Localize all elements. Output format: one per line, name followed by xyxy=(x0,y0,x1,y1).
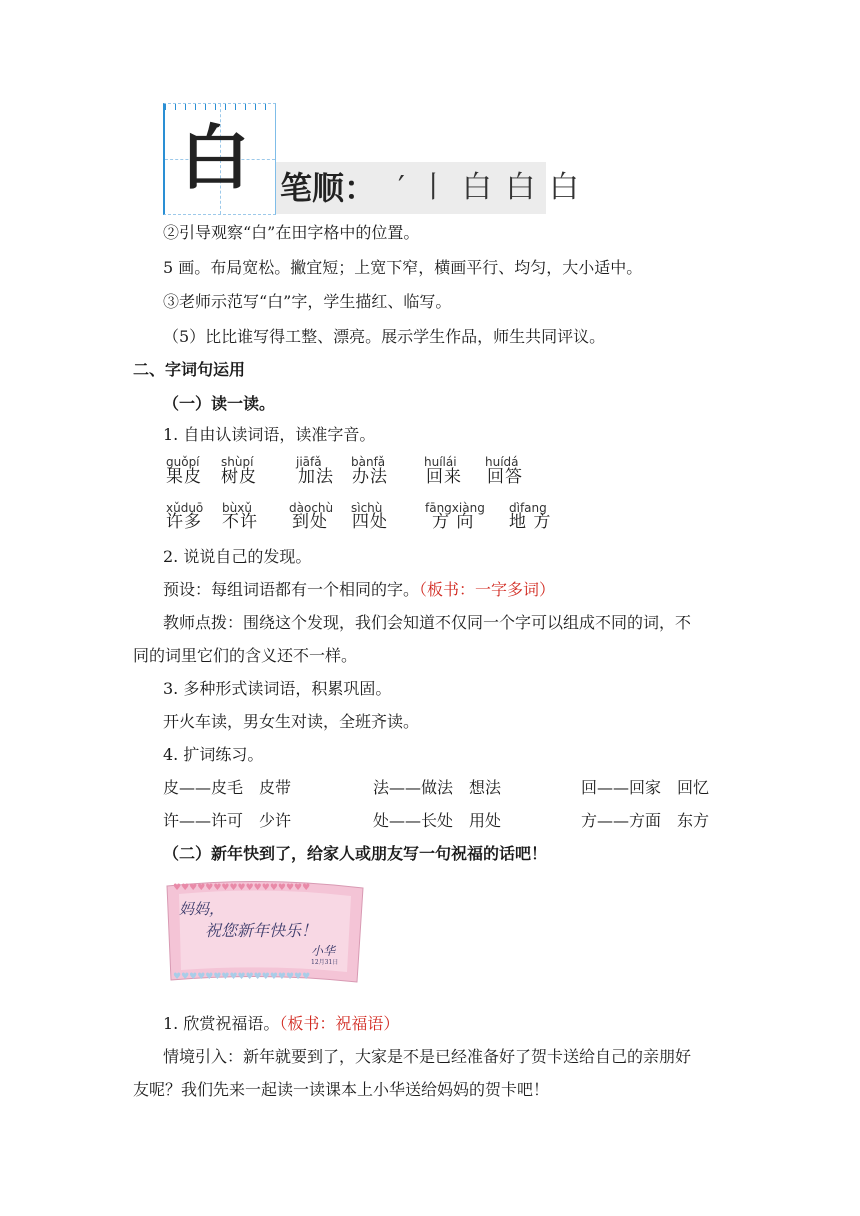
stroke-order-label: 笔顺： xyxy=(280,169,377,207)
text-line: 1. 自由认读词语，读准字音。 xyxy=(163,425,376,444)
card-signature: 小华 xyxy=(311,944,336,958)
vocab-word: 到处 xyxy=(292,512,328,532)
pinyin: dìfang xyxy=(509,501,547,515)
text-line xyxy=(163,579,555,601)
card-greeting-line2: 祝您新年快乐！ xyxy=(205,921,318,940)
vocab-word: 不许 xyxy=(222,512,258,532)
text-line: 友呢？我们先来一起读一读课本上小华送给妈妈的贺卡吧！ xyxy=(133,1080,550,1099)
vocab-word: 加法 xyxy=(298,467,334,487)
greeting-card-image xyxy=(165,880,365,986)
text-line: 教师点拨：围绕这个发现，我们会知道不仅同一个字可以组成不同的词，不 xyxy=(163,613,692,632)
pinyin: dàochù xyxy=(289,501,334,515)
vocab-word: 回答 xyxy=(487,467,523,487)
vocab-word: 许多 xyxy=(166,512,202,532)
expand-item: 方——方面 东方 xyxy=(581,811,710,830)
pinyin: bànfǎ xyxy=(351,455,386,469)
text-line: 同的词里它们的含义还不一样。 xyxy=(133,646,358,665)
svg-text:♥♥♥♥♥♥♥♥♥♥♥♥♥♥♥♥♥: ♥♥♥♥♥♥♥♥♥♥♥♥♥♥♥♥♥ xyxy=(173,972,311,982)
text-line: 4. 扩词练习。 xyxy=(163,745,264,764)
board-note: （板书：祝福语） xyxy=(279,1014,400,1033)
pinyin: xǔduō xyxy=(166,501,204,515)
expand-item: 法——做法 想法 xyxy=(373,778,502,797)
vocab-word: 四处 xyxy=(352,512,388,532)
pinyin: fāngxiàng xyxy=(425,501,485,515)
vocab-word: 地 方 xyxy=(509,512,552,532)
section-heading: 二、字词句运用 xyxy=(133,360,246,379)
vocab-word: 果皮 xyxy=(166,467,202,487)
text-line: 2. 说说自己的发现。 xyxy=(163,547,312,566)
text-line: 5 画。布局宽松。撇宜短；上宽下窄，横画平行、均匀，大小适中。 xyxy=(163,258,643,277)
pinyin: huílái xyxy=(424,455,457,469)
text-line: 开火车读，男女生对读，全班齐读。 xyxy=(163,712,420,731)
pinyin: huídá xyxy=(485,455,519,469)
text-line: ③老师示范写“白”字，学生描红、临写。 xyxy=(163,292,452,311)
card-greeting-line1: 妈妈， xyxy=(179,900,225,918)
vocab-word: 回来 xyxy=(426,467,462,487)
pinyin: jiāfǎ xyxy=(296,455,322,469)
vocab-word: 树皮 xyxy=(221,467,257,487)
board-note: （板书：一字多词） xyxy=(419,580,556,599)
pinyin: sìchù xyxy=(351,501,383,515)
expand-item: 回——回家 回忆 xyxy=(581,778,710,797)
pinyin: shùpí xyxy=(221,455,254,469)
pinyin: bùxǔ xyxy=(222,501,252,515)
text-line xyxy=(163,1013,399,1035)
pinyin: guǒpí xyxy=(166,455,200,469)
vocab-word: 办法 xyxy=(352,467,388,487)
svg-text:♥♥♥♥♥♥♥♥♥♥♥♥♥♥♥♥♥: ♥♥♥♥♥♥♥♥♥♥♥♥♥♥♥♥♥ xyxy=(173,883,311,893)
text-line: ②引导观察“白”在田字格中的位置。 xyxy=(163,223,420,242)
expand-item: 许——许可 少许 xyxy=(163,811,292,830)
text-line: （5）比比谁写得工整、漂亮。展示学生作品，师生共同评议。 xyxy=(163,327,606,346)
text-line: 情境引入：新年就要到了，大家是不是已经准备好了贺卡送给自己的亲朋好 xyxy=(163,1047,692,1066)
text-line: 3. 多种形式读词语，积累巩固。 xyxy=(163,679,392,698)
subsection-heading: （二）新年快到了，给家人或朋友写一句祝福的话吧！ xyxy=(163,844,548,863)
appreciate-text: 1. 欣赏祝福语。 xyxy=(163,1014,280,1033)
vocab-word: 方 向 xyxy=(432,512,475,532)
preset-text: 预设：每组词语都有一个相同的字。 xyxy=(163,580,420,599)
stroke-order-sequence: ′ 丨 白 白 白 xyxy=(398,170,581,205)
practice-character: 白 xyxy=(180,117,250,199)
expand-item: 处——长处 用处 xyxy=(373,811,502,830)
expand-item: 皮——皮毛 皮带 xyxy=(163,778,292,797)
card-date: 12月31日 xyxy=(311,959,339,966)
subsection-heading: （一）读一读。 xyxy=(163,394,276,413)
